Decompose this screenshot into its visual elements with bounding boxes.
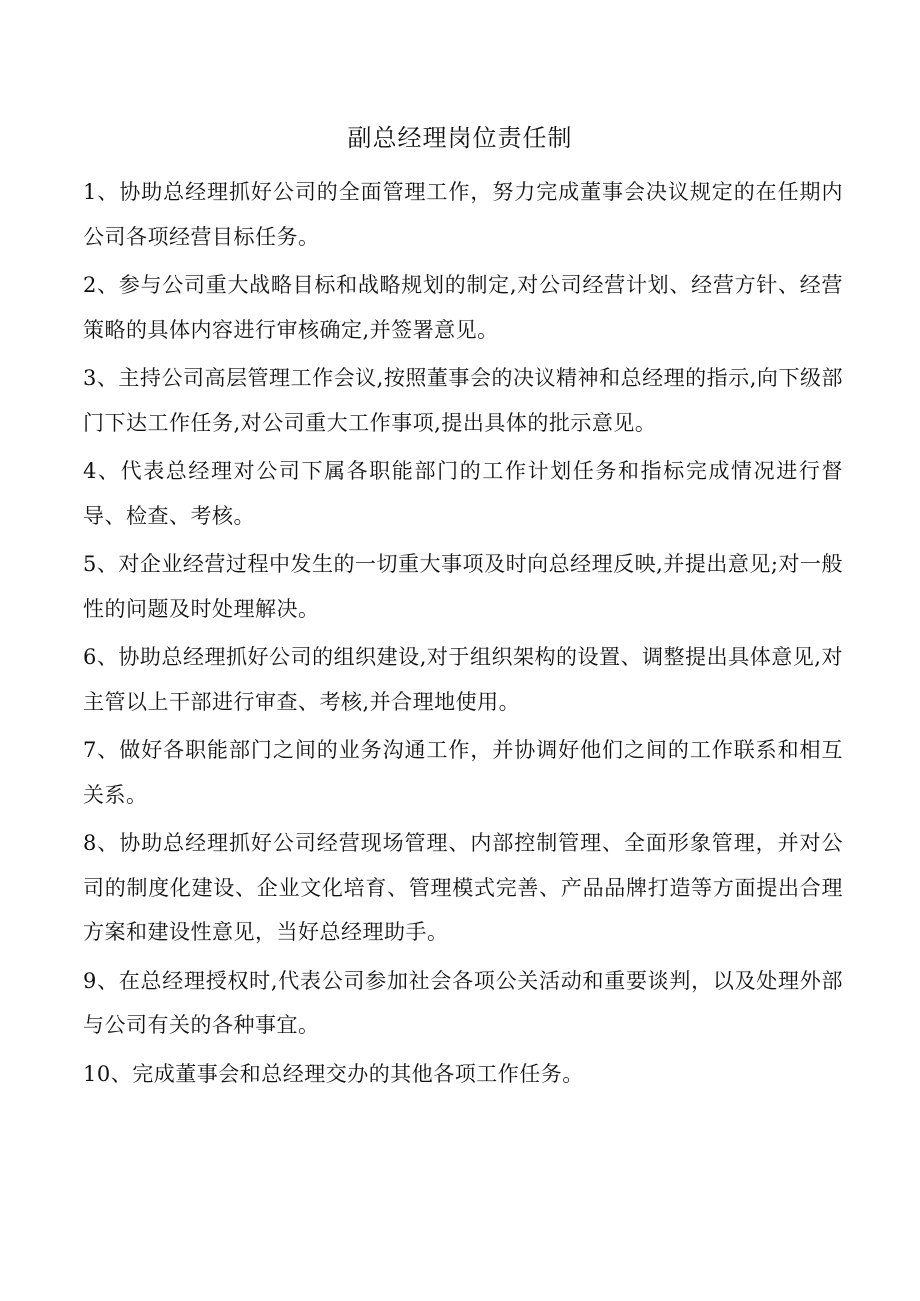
responsibility-item-9: 9、在总经理授权时,代表公司参加社会各项公关活动和重要谈判，以及处理外部与公司有关的各种事宜。 xyxy=(83,968,843,1037)
responsibility-item-7: 7、做好各职能部门之间的业务沟通工作，并协调好他们之间的工作联系和相互关系。 xyxy=(83,738,843,807)
responsibility-item-10: 10、完成董事会和总经理交办的其他各项工作任务。 xyxy=(83,1061,584,1086)
responsibility-item-1: 1、协助总经理抓好公司的全面管理工作，努力完成董事会决议规定的在任期内公司各项经营目标任务。 xyxy=(83,180,843,249)
responsibility-item-8: 8、协助总经理抓好公司经营现场管理、内部控制管理、全面形象管理，并对公司的制度化建设、企业文化培育、管理模式完善、产品品牌打造等方面提出合理方案和建设性意见，当好总经理助手。 xyxy=(83,831,843,944)
responsibility-list xyxy=(83,170,843,1100)
responsibility-item-3: 3、主持公司高层管理工作会议,按照董事会的决议精神和总经理的指示,向下级部门下达工作任务,对公司重大工作事项,提出具体的批示意见。 xyxy=(83,366,843,435)
responsibility-item-2: 2、参与公司重大战略目标和战略规划的制定,对公司经营计划、经营方针、经营策略的具体内容进行审核确定,并签署意见。 xyxy=(83,273,843,342)
responsibility-item-6: 6、协助总经理抓好公司的组织建设,对于组织架构的设置、调整提出具体意见,对主管以上干部进行审查、考核,并合理地使用。 xyxy=(83,645,843,714)
responsibility-item-5: 5、对企业经营过程中发生的一切重大事项及时向总经理反映,并提出意见;对一般性的问题及时处理解决。 xyxy=(83,552,843,621)
responsibility-item-4: 4、代表总经理对公司下属各职能部门的工作计划任务和指标完成情况进行督导、检查、考核。 xyxy=(83,459,843,528)
document-title: 副总经理岗位责任制 xyxy=(347,124,573,152)
